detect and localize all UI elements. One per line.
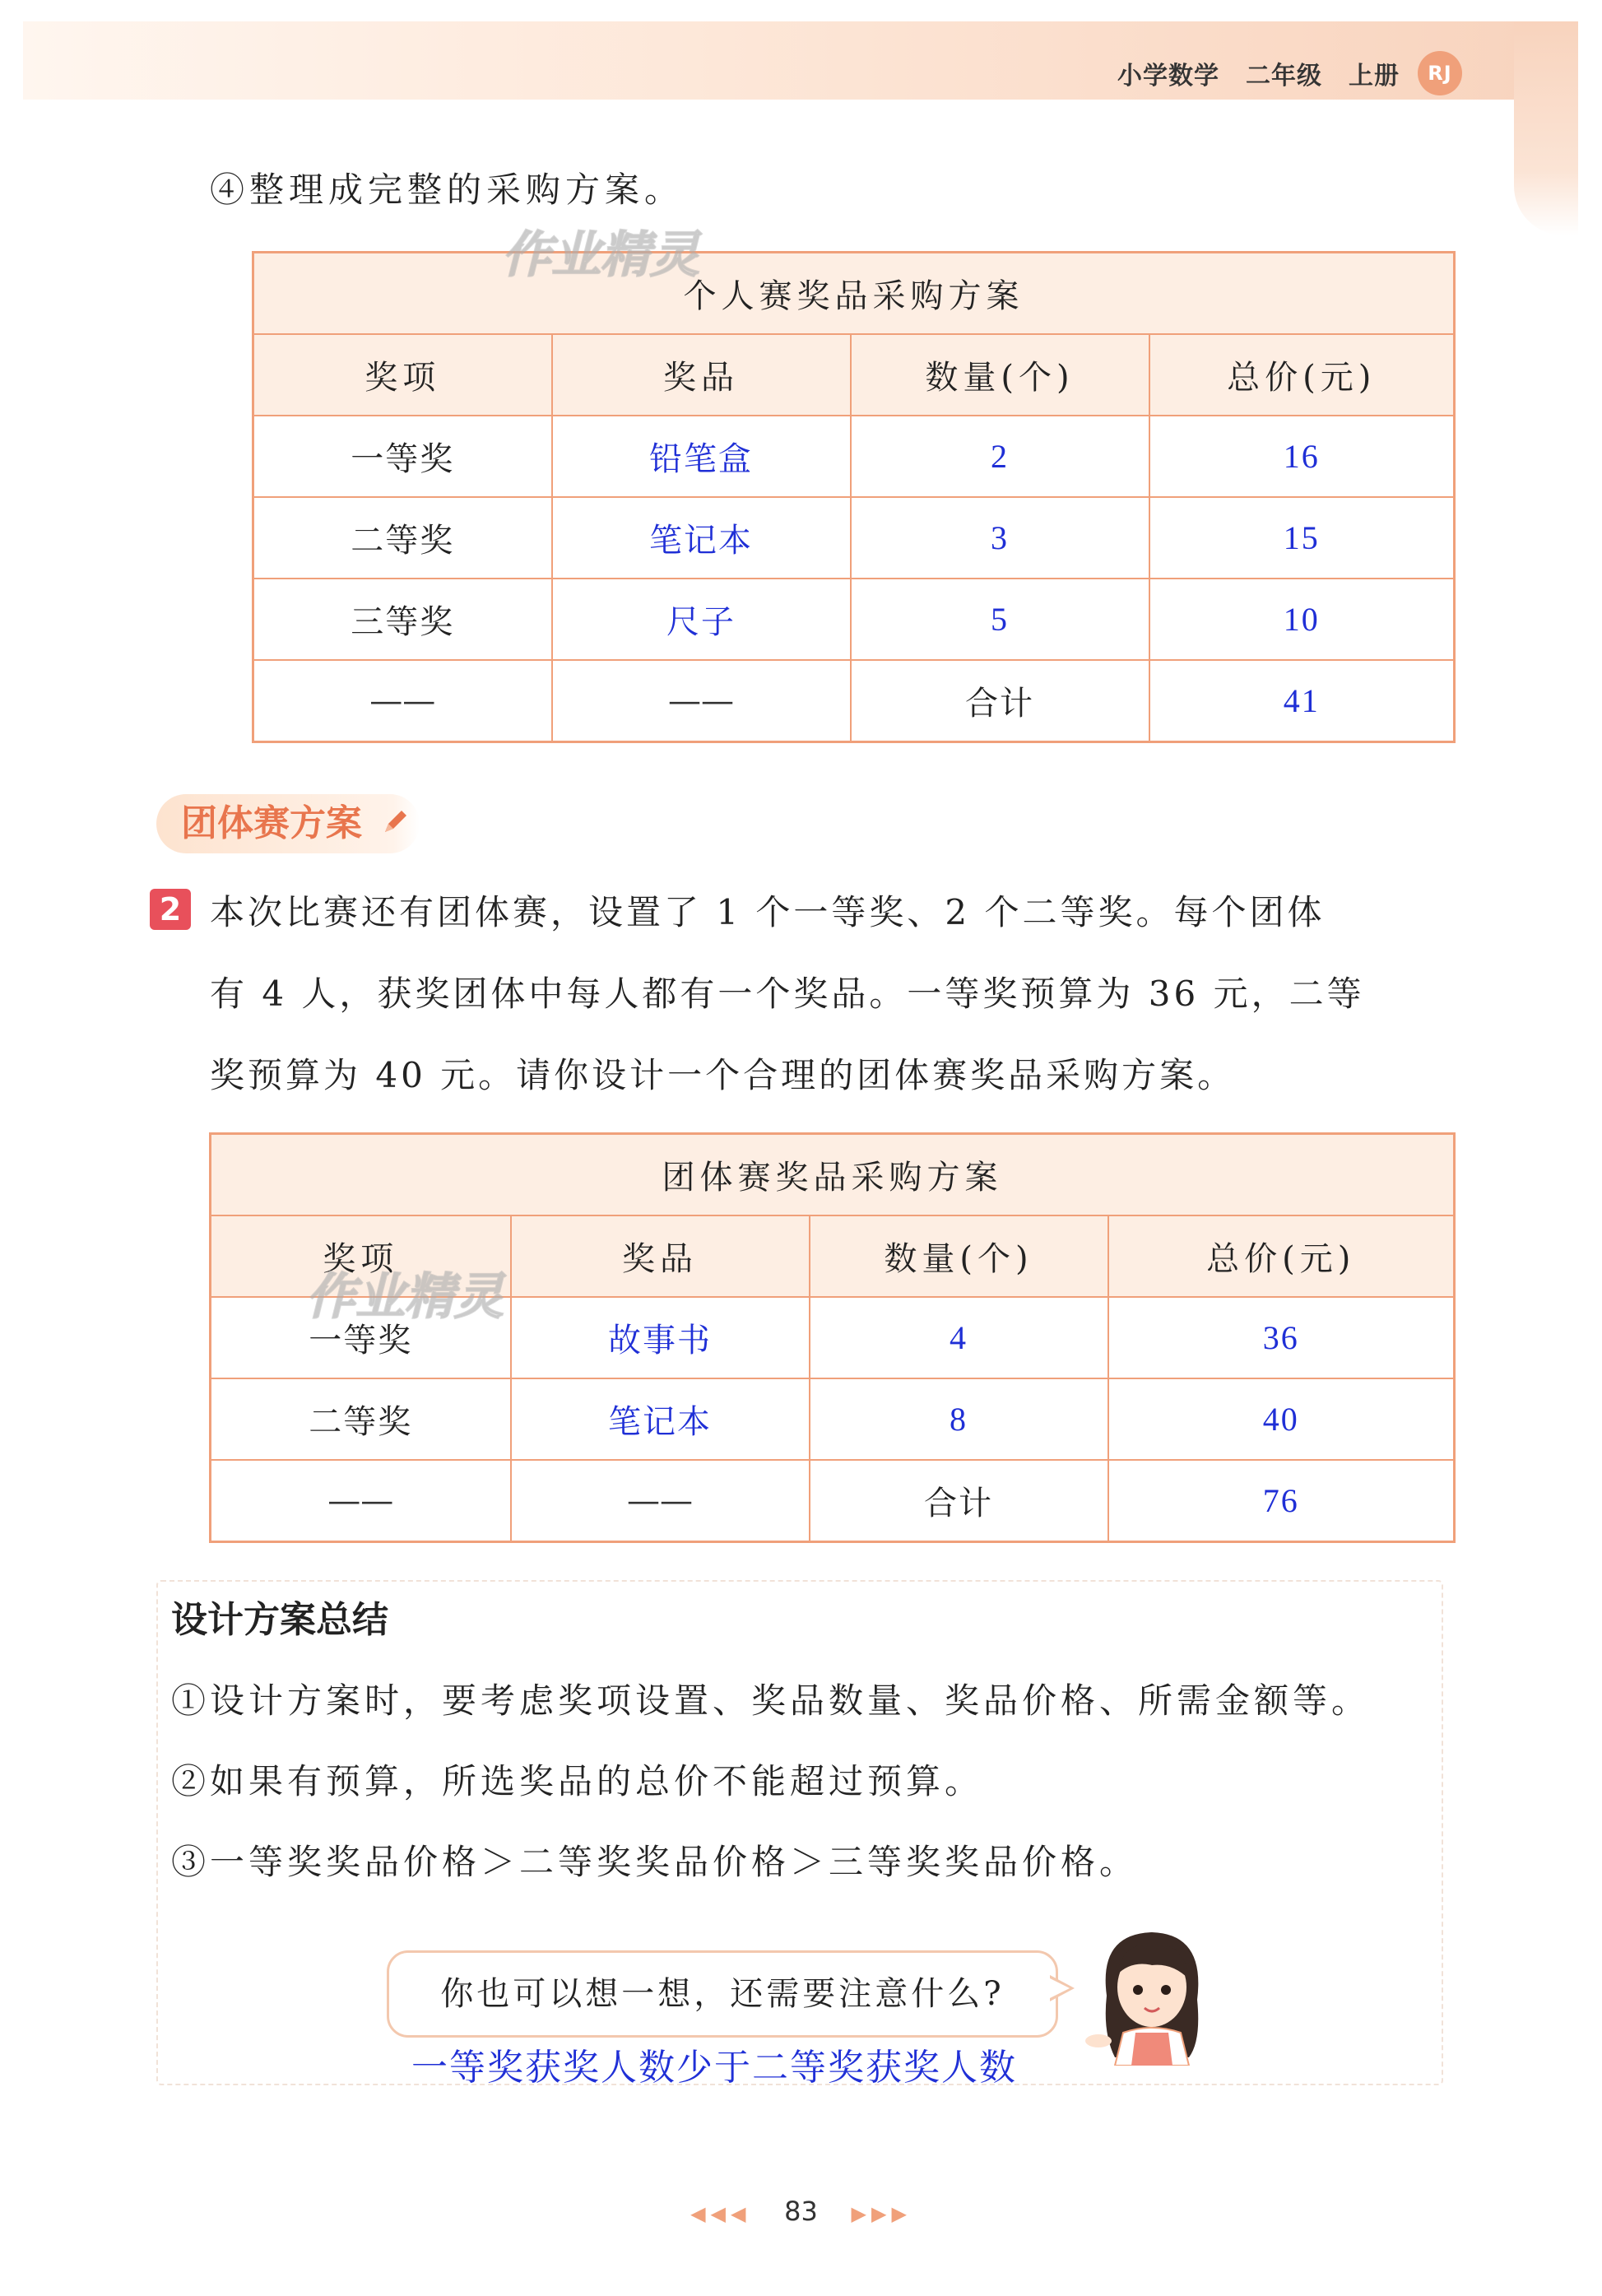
team-section-tag (156, 794, 420, 853)
prize-cell: 故事书 (511, 1297, 810, 1378)
quantity-cell: 8 (810, 1378, 1108, 1460)
column-header: 数量(个) (810, 1215, 1108, 1297)
table-row (253, 579, 1455, 660)
sum-row (211, 1460, 1455, 1542)
pencil-icon (378, 806, 411, 839)
table-caption: 个人赛奖品采购方案 (253, 253, 1455, 335)
empty-dash-cell: —— (253, 660, 552, 742)
total-cell: 36 (1108, 1297, 1455, 1378)
empty-dash-cell: —— (211, 1460, 511, 1542)
award-cell: 三等奖 (253, 579, 552, 660)
page-footer (0, 2196, 1602, 2227)
section-title: 团体赛方案 (181, 802, 362, 844)
table-caption: 团体赛奖品采购方案 (211, 1134, 1455, 1216)
watermark: 作业精灵 (306, 1268, 504, 1326)
column-header: 奖品 (511, 1215, 810, 1297)
empty-dash-cell: —— (511, 1460, 810, 1542)
total-cell: 16 (1149, 416, 1455, 497)
question-line: 有 4 人，获奖团体中每人都有一个奖品。一等奖预算为 36 元，二等 (210, 974, 1365, 1014)
page-number: 83 (784, 2196, 818, 2227)
sum-label-cell: 合计 (810, 1460, 1108, 1542)
prize-cell: 铅笔盒 (552, 416, 851, 497)
sum-row (253, 660, 1455, 742)
award-cell: 一等奖 (211, 1297, 511, 1378)
table-row (211, 1378, 1455, 1460)
table-row (253, 497, 1455, 579)
award-cell: 二等奖 (211, 1378, 511, 1460)
question-line: 本次比赛还有团体赛，设置了 1 个一等奖、2 个二等奖。每个团体 (210, 892, 1326, 932)
sum-total-cell: 41 (1149, 660, 1455, 742)
column-header: 奖项 (253, 334, 552, 416)
left-arrows-icon: ◀◀◀ (690, 2202, 751, 2225)
question-number: 2 (150, 889, 191, 930)
summary-item: ②如果有预算，所选奖品的总价不能超过预算。 (171, 1761, 984, 1801)
watermark: 作业精灵 (502, 226, 699, 284)
prize-cell: 尺子 (552, 579, 851, 660)
girl-illustration (1066, 1917, 1238, 2066)
header-subject: 小学数学 (1117, 62, 1219, 91)
header-curve-decoration (1514, 21, 1578, 235)
prize-cell: 笔记本 (511, 1378, 810, 1460)
total-cell: 10 (1149, 579, 1455, 660)
sum-total-cell: 76 (1108, 1460, 1455, 1542)
column-header: 总价(元) (1149, 334, 1455, 416)
summary-title: 设计方案总结 (171, 1599, 388, 1641)
handwritten-answer: 一等奖获奖人数少于二等奖获奖人数 (411, 2047, 1017, 2088)
speech-bubble: 你也可以想一想，还需要注意什么? (387, 1950, 1058, 2038)
individual-prize-table (252, 251, 1456, 743)
quantity-cell: 3 (851, 497, 1149, 579)
column-header: 奖项 (211, 1215, 511, 1297)
page-header (1117, 51, 1462, 95)
total-cell: 15 (1149, 497, 1455, 579)
quantity-cell: 2 (851, 416, 1149, 497)
prize-cell: 笔记本 (552, 497, 851, 579)
quantity-cell: 5 (851, 579, 1149, 660)
table-row (253, 416, 1455, 497)
step4-text: ④整理成完整的采购方案。 (210, 170, 685, 210)
column-header: 数量(个) (851, 334, 1149, 416)
award-cell: 二等奖 (253, 497, 552, 579)
quantity-cell: 4 (810, 1297, 1108, 1378)
header-grade: 二年级 (1246, 62, 1322, 91)
summary-item: ③一等奖奖品价格＞二等奖奖品价格＞三等奖奖品价格。 (171, 1842, 1139, 1882)
total-cell: 40 (1108, 1378, 1455, 1460)
column-header: 奖品 (552, 334, 851, 416)
right-arrows-icon: ▶▶▶ (851, 2202, 912, 2225)
team-prize-table (209, 1132, 1456, 1543)
award-cell: 一等奖 (253, 416, 552, 497)
header-volume: 上册 (1349, 62, 1400, 91)
summary-item: ①设计方案时，要考虑奖项设置、奖品数量、奖品价格、所需金额等。 (171, 1680, 1371, 1721)
edition-badge: RJ (1418, 51, 1462, 95)
question-line: 奖预算为 40 元。请你设计一个合理的团体赛奖品采购方案。 (210, 1055, 1236, 1095)
column-header: 总价(元) (1108, 1215, 1455, 1297)
empty-dash-cell: —— (552, 660, 851, 742)
sum-label-cell: 合计 (851, 660, 1149, 742)
